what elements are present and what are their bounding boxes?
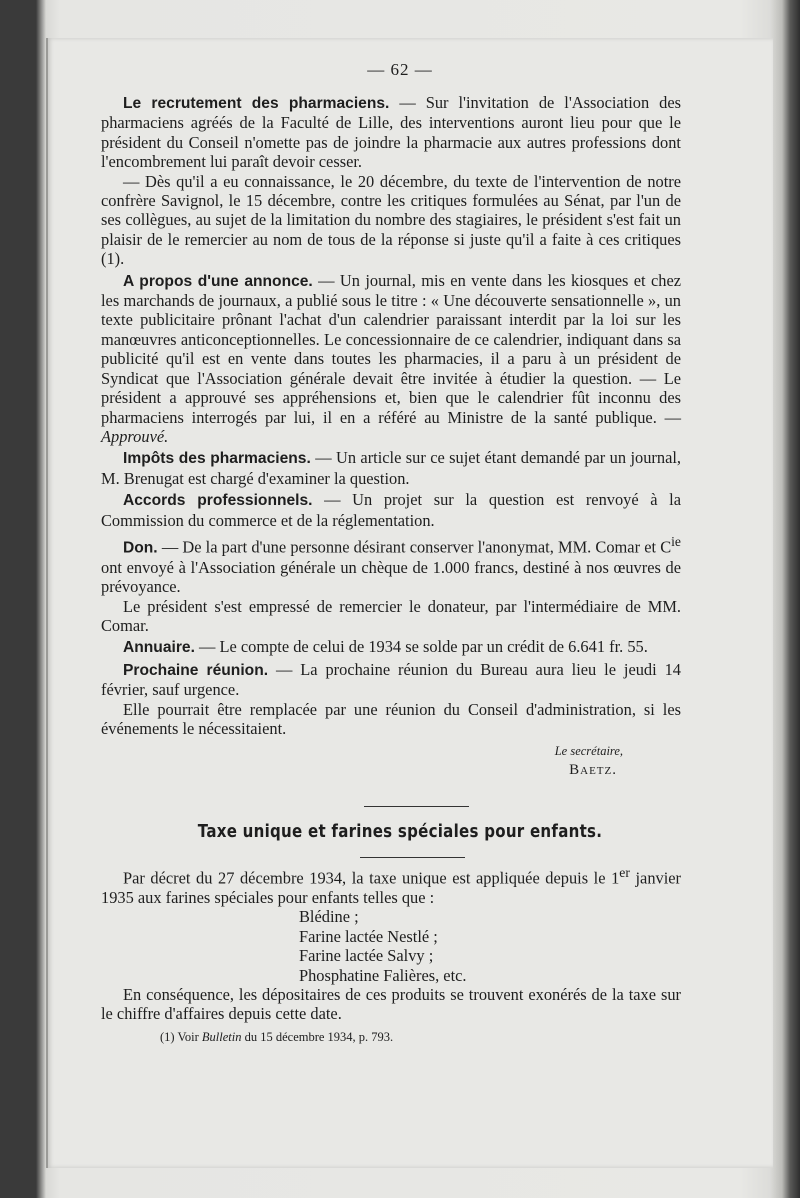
product-list xyxy=(101,907,681,985)
paragraph-text: — Le compte de celui de 1934 se solde par un crédit de 6.641 fr. 55. xyxy=(194,637,648,657)
paragraph-text: — Dès qu'il a eu connaissance, le 20 décembre, du texte de l'intervention de notre confrère Savignol, le 15 décembre, contre les critiques formulées au Sénat, par l'un de ses collègues, au sujet de la limitation du nombre des stagiaires, le président s'est fait un plaisir de le remercier au nom de tous de la réponse si juste qu'il a faite à ces critiques (1). xyxy=(101,171,681,269)
paragraph-don xyxy=(101,532,681,597)
paragraph-text: ont envoyé à l'Association générale un chèque de 1.000 francs, destiné à nos œuvres de prévoyance. xyxy=(101,557,681,597)
paragraph-decret xyxy=(101,863,681,907)
list-item: Phosphatine Falières, etc. xyxy=(299,965,467,985)
footnote-source: Bulletin xyxy=(201,1030,242,1044)
signature xyxy=(101,742,681,780)
paragraph-text: — La prochaine réunion du Bureau aura lieu le jeudi 14 février, sauf urgence. xyxy=(101,659,681,700)
paragraph-text: — Un article sur ce sujet étant demandé par un journal, M. Brenugat est chargé d'examiner la question. xyxy=(101,448,681,488)
paragraph-annonce xyxy=(101,271,681,447)
paragraph-italic: Approuvé. xyxy=(101,426,169,446)
paragraph-accords xyxy=(101,490,681,530)
paragraph-lead: Impôts des pharmaciens. xyxy=(123,450,311,468)
paragraph-text: Elle pourrait être remplacée par une réunion du Conseil d'administration, si les événements le nécessitaient. xyxy=(101,699,681,739)
list-item: Farine lactée Salvy ; xyxy=(299,946,434,966)
paragraph-savignol xyxy=(101,172,681,269)
paragraph-text: — Un journal, mis en vente dans les kiosques et chez les marchands de journaux, a publié sous le titre : « Une découverte sensationnelle », un texte publicitaire prônant l'achat d'un calendrier paraissant interdit par la loi sur les manœuvres anticonceptionnelles. Le concessionnaire de ce calendrier, indiquant dans sa publicité qu'il est en vente dans toutes les pharmacies, il a paru à un président de Syndicat que l'Association générale devait être invitée à étudier la question. — Le président a approuvé ses appréhensions et, bien que le calendrier fût inconnu des pharmaciens interrogés par lui, il en a référé au Ministre de la santé publique. — xyxy=(101,270,681,427)
signature-role: Le secrétaire, xyxy=(554,744,623,759)
list-item: Farine lactée Nestlé ; xyxy=(299,926,438,946)
paragraph-text: Par décret du 27 décembre 1934, la taxe unique est appliquée depuis le 1 xyxy=(123,868,620,888)
paragraph-conseil xyxy=(101,700,681,739)
paragraph-consequence xyxy=(101,985,681,1024)
paragraph-text: janvier 1935 aux farines spéciales pour enfants telles que : xyxy=(101,868,681,907)
paragraph-text: — Un projet sur la question est renvoyé à la Commission du commerce et de la réglementation. xyxy=(101,490,681,530)
footnote-mark: (1) Voir xyxy=(160,1030,202,1044)
paragraph-text: — De la part d'une personne désirant conserver l'anonymat, MM. Comar et C xyxy=(157,537,672,557)
paragraph-recrutement xyxy=(101,93,681,172)
minutes-body xyxy=(101,93,681,780)
paragraph-lead: Prochaine réunion. xyxy=(123,661,269,679)
paragraph-lead: Accords professionnels. xyxy=(123,492,313,510)
paragraph-text: Le président s'est empressé de remercier le donateur, par l'intermédiaire de MM. Comar. xyxy=(101,596,681,636)
footnote-text: du 15 décembre 1934, p. 793. xyxy=(241,1030,394,1044)
superscript: er xyxy=(619,865,630,880)
signature-name: Baetz. xyxy=(569,762,617,779)
paragraph-lead: A propos d'une annonce. xyxy=(123,272,313,290)
taxe-body xyxy=(101,863,681,1024)
paragraph-lead: Don. xyxy=(123,539,158,557)
divider-rule xyxy=(360,857,465,858)
footnote xyxy=(160,1030,393,1045)
paragraph-lead: Annuaire. xyxy=(123,639,195,657)
paragraph-impots xyxy=(101,448,681,488)
paragraph-reunion xyxy=(101,660,681,700)
section-title: Taxe unique et farines spéciales pour enfants. xyxy=(197,822,603,842)
paragraph-text: — Sur l'invitation de l'Association des pharmaciens agréés de la Faculté de Lille, des interventions auront lieu pour que le président du Conseil n'omette pas de joindre la pharmacie aux autres professions dont l'encombrement lui paraît devoir cesser. xyxy=(101,93,681,172)
page-number: — 62 — xyxy=(367,60,433,79)
paragraph-annuaire xyxy=(101,637,681,657)
page-edge xyxy=(46,38,48,1168)
paragraph-donateur xyxy=(101,597,681,636)
divider-rule xyxy=(364,806,469,807)
paragraph-lead: Le recrutement des pharmaciens. xyxy=(123,95,390,112)
list-item: Blédine ; xyxy=(299,907,359,927)
paragraph-text: En conséquence, les dépositaires de ces produits se trouvent exonérés de la taxe sur le chiffre d'affaires depuis cette date. xyxy=(101,984,681,1024)
superscript: ie xyxy=(671,533,681,549)
